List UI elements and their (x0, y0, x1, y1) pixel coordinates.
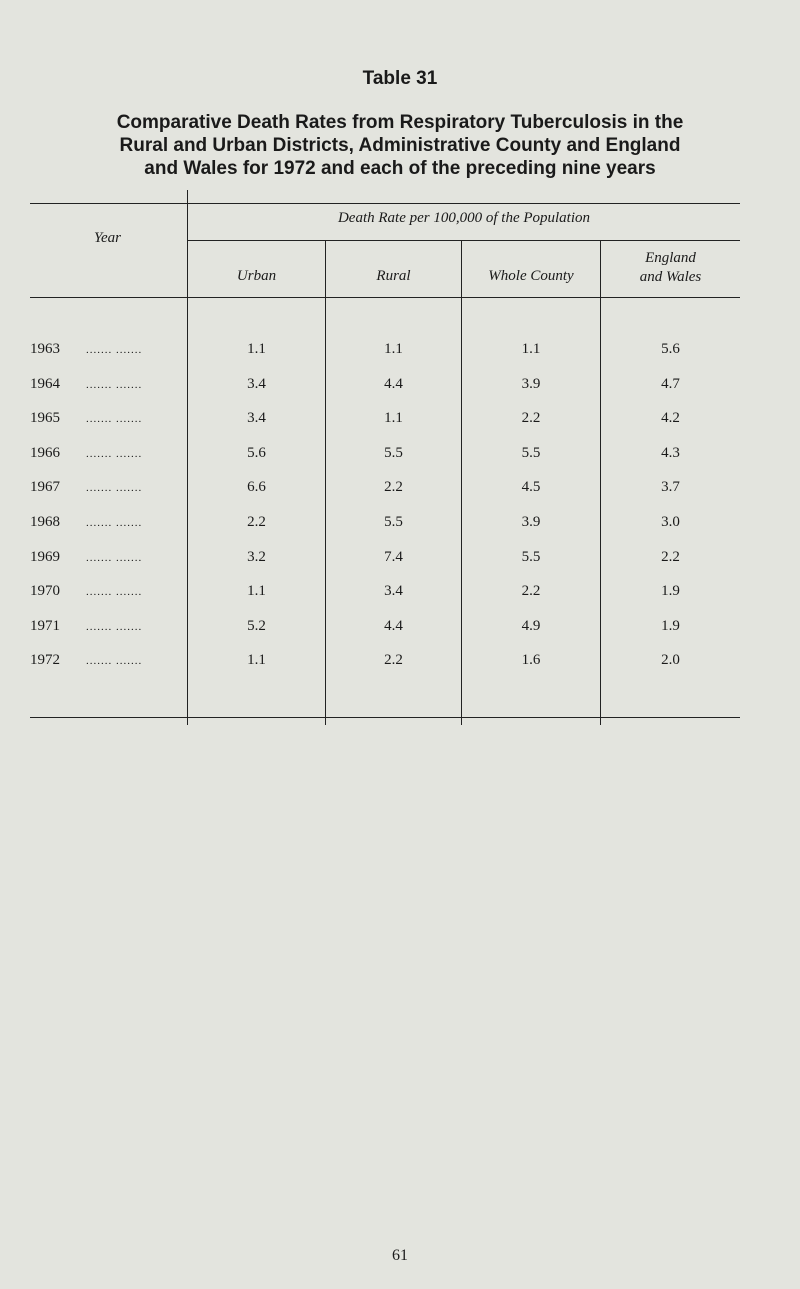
urban-header: Urban (236, 268, 277, 284)
table-title-line-3: and Wales for 1972 and each of the preceding nine years (144, 158, 656, 179)
england-wales-rate-cell: 3.7 (661, 479, 680, 495)
leader-dots: ....... ....... (86, 482, 143, 494)
year-value: 1965 (30, 410, 60, 426)
leader-dots: ....... ....... (86, 379, 143, 391)
year-header: Year (94, 230, 121, 246)
urban-rate-cell: 2.2 (247, 514, 266, 530)
table-title-line-1: Comparative Death Rates from Respiratory Tuberculosis in the (116, 112, 684, 133)
rural-rate-cell: 4.4 (384, 376, 403, 392)
urban-rate-cell: 1.1 (247, 341, 266, 357)
rural-rate-cell: 4.4 (384, 618, 403, 634)
rural-rate-cell: 7.4 (384, 549, 403, 565)
year-cell (30, 617, 185, 636)
rural-rate-cell: 5.5 (384, 445, 403, 461)
rural-rate-cell: 1.1 (384, 341, 403, 357)
year-cell (30, 478, 185, 497)
england-wales-rate-cell: 1.9 (661, 583, 680, 599)
rural-rate-cell: 5.5 (384, 514, 403, 530)
whole-county-rate-cell: 5.5 (521, 445, 541, 461)
year-value: 1967 (30, 479, 60, 495)
page-number: 61 (392, 1247, 408, 1264)
year-value: 1969 (30, 549, 60, 565)
leader-dots: ....... ....... (86, 586, 143, 598)
england-wales-rate-cell: 2.2 (661, 549, 680, 565)
leader-dots: ....... ....... (86, 517, 143, 529)
england-wales-header-line-1: England (645, 250, 696, 266)
rural-rate-cell: 2.2 (384, 652, 403, 668)
urban-rate-cell: 1.1 (247, 583, 266, 599)
table-number: Table 31 (362, 68, 438, 89)
england-wales-rate-cell: 4.3 (661, 445, 680, 461)
leader-dots: ....... ....... (86, 344, 143, 356)
urban-rate-cell: 1.1 (247, 652, 266, 668)
whole-county-rate-cell: 3.9 (521, 514, 541, 530)
year-value: 1966 (30, 445, 60, 461)
year-cell (30, 444, 185, 463)
year-cell (30, 375, 185, 394)
subheader-rule (188, 240, 740, 241)
year-value: 1964 (30, 376, 60, 392)
whole-county-rate-cell: 5.5 (521, 549, 541, 565)
rural-header: Rural (376, 268, 411, 284)
rural-rate-cell: 1.1 (384, 410, 403, 426)
leader-dots: ....... ....... (86, 413, 143, 425)
england-wales-rate-cell: 4.2 (661, 410, 680, 426)
england-wales-header-line-2: and Wales (639, 269, 702, 285)
table-top-rule (30, 203, 740, 204)
urban-rate-cell: 3.4 (247, 376, 266, 392)
urban-rate-cell: 5.2 (247, 618, 266, 634)
year-cell (30, 651, 185, 670)
leader-dots: ....... ....... (86, 655, 143, 667)
england-wales-rate-cell: 1.9 (661, 618, 680, 634)
urban-rate-cell: 6.6 (247, 479, 266, 495)
whole-county-rate-cell: 3.9 (521, 376, 541, 392)
whole-county-rate-cell: 1.1 (521, 341, 541, 357)
leader-dots: ....... ....... (86, 552, 143, 564)
england-wales-rate-cell: 4.7 (661, 376, 680, 392)
whole-county-rate-cell: 2.2 (521, 410, 541, 426)
table-bottom-rule (30, 717, 740, 718)
year-cell (30, 513, 185, 532)
table-title-line-2: Rural and Urban Districts, Administrative County and England (119, 135, 681, 156)
death-rate-group-header: Death Rate per 100,000 of the Population (337, 210, 591, 226)
leader-dots: ....... ....... (86, 448, 143, 460)
year-cell (30, 582, 185, 601)
year-value: 1971 (30, 618, 60, 634)
whole-county-rate-cell: 1.6 (521, 652, 541, 668)
year-value: 1970 (30, 583, 60, 599)
header-bottom-rule (30, 297, 740, 298)
whole-county-rate-cell: 4.5 (521, 479, 541, 495)
year-value: 1968 (30, 514, 60, 530)
england-wales-rate-cell: 5.6 (661, 341, 680, 357)
rural-rate-cell: 3.4 (384, 583, 403, 599)
year-cell (30, 548, 185, 567)
whole-county-rate-cell: 4.9 (521, 618, 541, 634)
year-value: 1972 (30, 652, 60, 668)
whole-county-rate-cell: 2.2 (521, 583, 541, 599)
whole-county-header: Whole County (488, 268, 574, 284)
urban-rate-cell: 3.4 (247, 410, 266, 426)
leader-dots: ....... ....... (86, 621, 143, 633)
year-cell (30, 409, 185, 428)
year-value: 1963 (30, 341, 60, 357)
urban-rate-cell: 5.6 (247, 445, 266, 461)
urban-rate-cell: 3.2 (247, 549, 266, 565)
year-cell (30, 340, 185, 359)
rural-rate-cell: 2.2 (384, 479, 403, 495)
england-wales-rate-cell: 3.0 (661, 514, 680, 530)
england-wales-rate-cell: 2.0 (661, 652, 680, 668)
